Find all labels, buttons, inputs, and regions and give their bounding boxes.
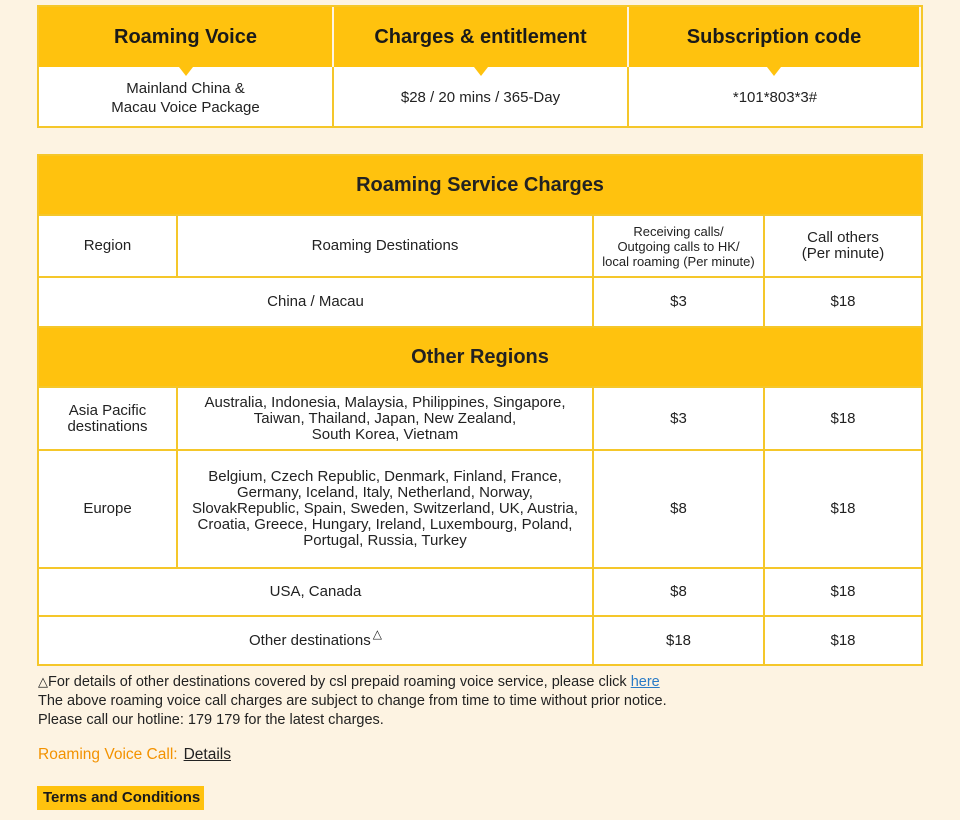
header-roaming-voice — [39, 7, 334, 67]
table-row — [39, 277, 921, 327]
dest-line: Belgium, Czech Republic, Denmark, Finland, France, — [208, 468, 562, 485]
dest-line: SlovakRepublic, Spain, Sweden, Switzerland, UK, Austria, — [191, 500, 579, 517]
col-receiving — [593, 215, 764, 277]
roaming-charges-table — [37, 154, 923, 666]
dest-line: Croatia, Greece, Hungary, Ireland, Luxembourg, Poland, — [197, 516, 573, 533]
region-europe: Europe — [39, 450, 177, 568]
rate-receiving: $18 — [593, 616, 764, 664]
header-charges — [334, 7, 629, 67]
table-row — [39, 568, 921, 616]
down-arrow-icon — [767, 67, 781, 76]
footnote-text: For details of other destinations covered by csl prepaid roaming voice service, please click — [48, 674, 631, 690]
package-name-line: Macau Voice Package — [111, 98, 260, 116]
dest-other-label: Other destinations — [249, 631, 371, 649]
here-link[interactable]: here — [630, 674, 660, 690]
dest-line: Portugal, Russia, Turkey — [303, 532, 467, 549]
col-call-others-line: (Per minute) — [801, 245, 885, 262]
rate-receiving: $3 — [593, 387, 764, 450]
col-receiving-line: Receiving calls/ — [633, 223, 724, 239]
col-region: Region — [39, 215, 177, 277]
roaming-voice-call — [38, 746, 231, 764]
region-asia-pacific — [39, 387, 177, 450]
col-receiving-line: local roaming (Per minute) — [602, 253, 755, 269]
footnote-other-destinations — [38, 672, 667, 692]
rate-call-others: $18 — [764, 616, 921, 664]
header-label: Charges & entitlement — [374, 25, 587, 48]
rate-call-others: $18 — [764, 277, 921, 327]
table-row — [39, 387, 921, 450]
region-line: Asia Pacific — [68, 401, 147, 419]
col-call-others-line: Call others — [807, 229, 879, 246]
triangle-note-icon: △ — [372, 626, 382, 641]
dest-other-destinations — [39, 616, 593, 664]
package-charge: $28 / 20 mins / 365-Day — [334, 67, 629, 126]
details-link[interactable]: Details — [183, 746, 231, 763]
down-arrow-icon — [179, 67, 193, 76]
rate-call-others: $18 — [764, 568, 921, 616]
header-subscription-code — [629, 7, 921, 67]
terms-and-conditions-button[interactable]: Terms and Conditions — [37, 786, 204, 810]
rate-call-others: $18 — [764, 387, 921, 450]
dest-europe — [177, 450, 593, 568]
dest-usa-canada: USA, Canada — [39, 568, 593, 616]
dest-line: Australia, Indonesia, Malaysia, Philippines, Singapore, — [204, 393, 566, 411]
dest-line: Germany, Iceland, Italy, Netherland, Norway, — [237, 484, 533, 501]
col-receiving-line: Outgoing calls to HK/ — [617, 238, 740, 254]
down-arrow-icon — [474, 67, 488, 76]
footnote-hotline: Please call our hotline: 179 179 for the latest charges. — [38, 712, 384, 728]
rate-receiving: $8 — [593, 450, 764, 568]
roaming-voice-call-label: Roaming Voice Call: — [38, 746, 178, 763]
other-regions-title: Other Regions — [39, 327, 921, 387]
voice-package-table — [37, 5, 923, 128]
package-name-line: Mainland China & — [126, 79, 245, 97]
rate-call-others: $18 — [764, 450, 921, 568]
header-label: Subscription code — [686, 25, 862, 48]
rate-receiving: $3 — [593, 277, 764, 327]
footnotes — [38, 672, 667, 730]
dest-asia-pacific — [177, 387, 593, 450]
package-code: *101*803*3# — [732, 89, 818, 106]
dest-line: South Korea, Vietnam — [311, 425, 459, 443]
table-row — [39, 616, 921, 664]
footnote-change-notice: The above roaming voice call charges are subject to change from time to time without prior notice. — [38, 693, 667, 709]
roaming-charges-title: Roaming Service Charges — [39, 156, 921, 215]
header-label: Roaming Voice — [114, 25, 257, 48]
rate-receiving: $8 — [593, 568, 764, 616]
dest-china-macau: China / Macau — [39, 277, 593, 327]
dest-line: Taiwan, Thailand, Japan, New Zealand, — [253, 409, 517, 427]
table-row — [39, 450, 921, 568]
col-destinations: Roaming Destinations — [177, 215, 593, 277]
region-line: destinations — [67, 417, 148, 435]
triangle-note-icon: △ — [38, 674, 48, 689]
col-call-others — [764, 215, 921, 277]
